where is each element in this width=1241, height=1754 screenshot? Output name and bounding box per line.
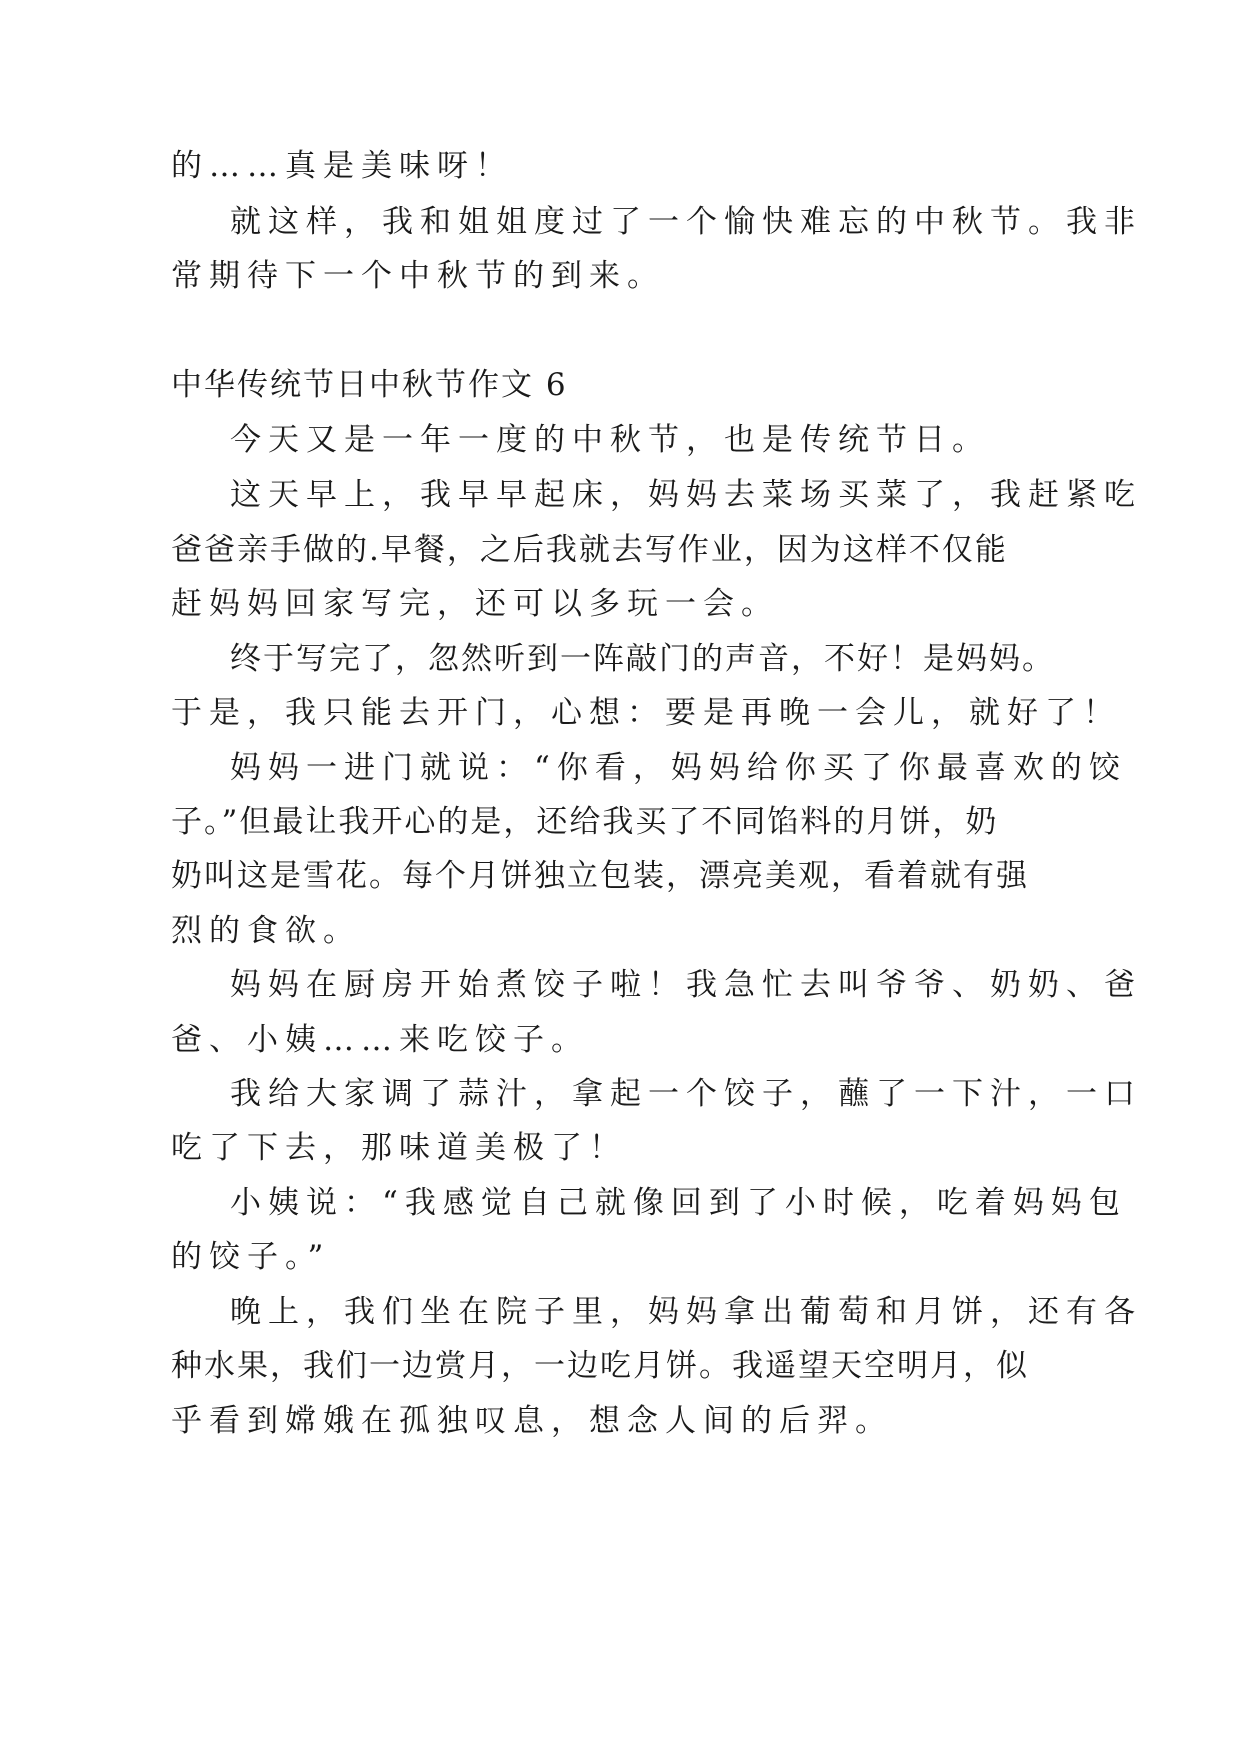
text-line: 今天又是一年一度的中秋节，也是传统节日。 xyxy=(230,422,990,458)
text-line: 吃了下去，那味道美极了！ xyxy=(171,1130,627,1166)
text-line: 烈的食欲。 xyxy=(171,913,361,949)
text-line: 爸爸亲手做的.早餐，之后我就去写作业，因为这样不仅能 xyxy=(171,532,1008,568)
text-line: 的……真是美味呀！ xyxy=(171,148,513,184)
section-heading: 中华传统节日中秋节作文 6 xyxy=(171,367,568,403)
text-line: 乎看到嫦娥在孤独叹息，想念人间的后羿。 xyxy=(171,1403,893,1439)
text-line: 于是，我只能去开门，心想：要是再晚一会儿，就好了！ xyxy=(171,695,1121,731)
text-line: 赶妈妈回家写完，还可以多玩一会。 xyxy=(171,586,779,622)
text-line: 妈妈一进门就说：“你看，妈妈给你买了你最喜欢的饺 xyxy=(230,750,1127,786)
text-line: 小姨说：“我感觉自己就像回到了小时候，吃着妈妈包 xyxy=(230,1185,1127,1221)
text-line: 常期待下一个中秋节的到来。 xyxy=(171,258,665,294)
text-line: 就这样，我和姐姐度过了一个愉快难忘的中秋节。我非 xyxy=(230,204,1142,240)
text-line: 子。”但最让我开心的是，还给我买了不同馅料的月饼，奶 xyxy=(171,804,999,840)
text-line: 这天早上，我早早起床，妈妈去菜场买菜了，我赶紧吃 xyxy=(230,477,1142,513)
text-line: 终于写完了，忽然听到一阵敲门的声音，不好！是妈妈。 xyxy=(230,641,1055,677)
text-line: 妈妈在厨房开始煮饺子啦！我急忙去叫爷爷、奶奶、爸 xyxy=(230,967,1142,1003)
text-line: 我给大家调了蒜汁，拿起一个饺子，蘸了一下汁，一口 xyxy=(230,1076,1142,1112)
text-line: 奶叫这是雪花。每个月饼独立包装，漂亮美观，看着就有强 xyxy=(171,858,1029,894)
text-line: 的饺子。” xyxy=(171,1239,331,1275)
text-line: 种水果，我们一边赏月，一边吃月饼。我遥望天空明月，似 xyxy=(171,1348,1029,1384)
text-line: 爸、小姨……来吃饺子。 xyxy=(171,1022,589,1058)
text-line: 晚上，我们坐在院子里，妈妈拿出葡萄和月饼，还有各 xyxy=(230,1294,1142,1330)
